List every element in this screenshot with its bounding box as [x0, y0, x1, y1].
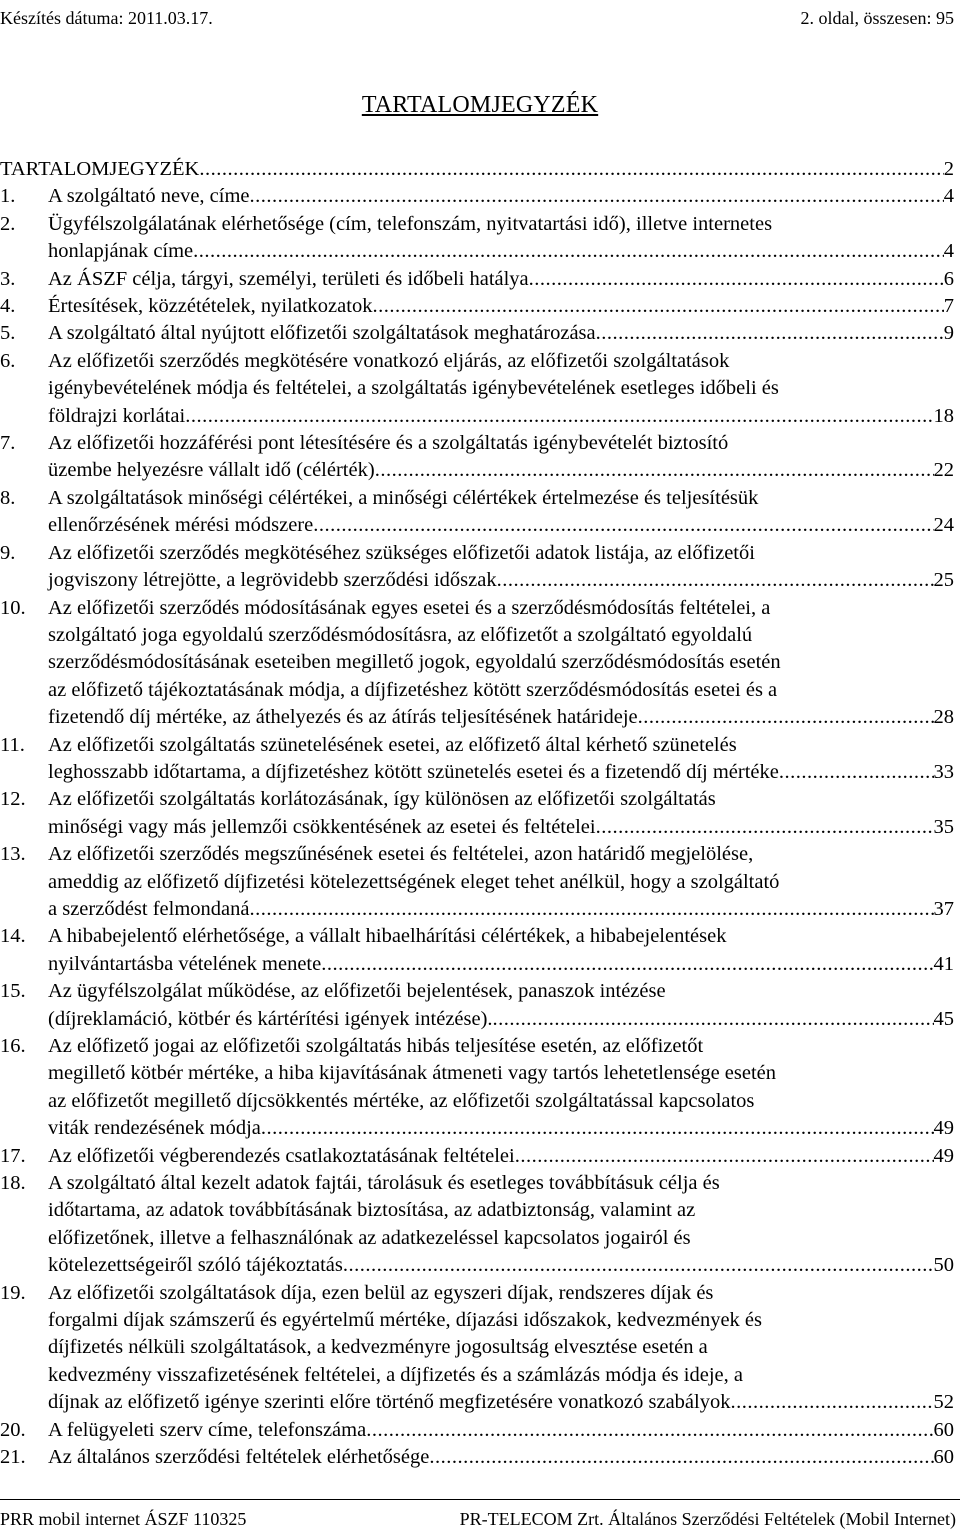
toc-entry-text: ellenőrzésének mérési módszere — [48, 514, 314, 537]
toc-entry-number: 8. — [0, 486, 16, 509]
dot-leader — [343, 1252, 934, 1279]
toc-entry-text: (díjreklamáció, kötbér és kártérítési igények intézése). — [48, 1007, 493, 1030]
toc-page-number[interactable]: 33 — [933, 760, 954, 783]
toc-entry-number: 3. — [0, 267, 16, 290]
header-date: Készítés dátuma: 2011.03.17. — [0, 8, 213, 28]
dot-leader — [250, 896, 934, 923]
dot-leader — [250, 183, 944, 210]
toc-entry-text: jogviszony létrejötte, a legrövidebb szerződési időszak — [48, 569, 497, 592]
toc-entry[interactable] — [0, 1143, 954, 1170]
toc-page-number[interactable]: 24 — [933, 514, 954, 537]
dot-leader — [529, 266, 944, 293]
dot-leader — [372, 293, 943, 320]
toc-entry-text: Ügyfélszolgálatának elérhetősége (cím, telefonszám, nyitvatartási idő), illetve internetes — [48, 212, 773, 235]
toc-entry-number: 15. — [0, 980, 26, 1003]
toc-entry-text: Az előfizetői szerződés megszűnésének esetei és feltételei, azon határidő megjelölése, — [48, 843, 754, 866]
toc-entry[interactable] — [0, 485, 954, 540]
toc-entry-text: igénybevételének módja és feltételei, a szolgáltatás igénybevételének esetleges időbeli és — [48, 377, 779, 400]
toc-entry-text: az előfizető tájékoztatásának módja, a díjfizetéshez kötött szerződésmódosítás esetei és a — [48, 678, 778, 701]
toc-entry-text: Az előfizetői végberendezés csatlakoztatásának feltételei — [48, 1144, 515, 1167]
dot-leader — [185, 403, 933, 430]
toc-entry-text: földrajzi korlátai — [48, 404, 186, 427]
toc-page-number[interactable]: 2 — [943, 158, 954, 180]
toc-page-number[interactable]: 60 — [933, 1446, 954, 1469]
toc-entry[interactable] — [0, 320, 954, 347]
toc-page-number[interactable]: 7 — [943, 295, 954, 318]
toc-page-number[interactable]: 18 — [933, 404, 954, 427]
toc-entry-text: szolgáltató joga egyoldalú szerződésmódosításra, az előfizetőt a szolgáltató egyoldalú — [48, 623, 753, 646]
toc-entry-number: 5. — [0, 322, 16, 345]
toc-entry-text: Az előfizető jogai az előfizetői szolgáltatás hibás teljesítése esetén, az előfizetőt — [48, 1035, 704, 1057]
dot-leader — [638, 704, 934, 731]
toc-entry-text: minőségi vagy más jellemzői csökkentésének az esetei és feltételei — [48, 815, 596, 838]
dot-leader — [375, 457, 934, 484]
dot-leader — [199, 156, 943, 183]
dot-leader — [515, 1143, 934, 1170]
toc-entry[interactable] — [0, 540, 954, 595]
toc-entry-number: 16. — [0, 1035, 26, 1057]
toc-page-number[interactable]: 52 — [933, 1391, 954, 1414]
toc-entry-text: A hibabejelentő elérhetősége, a vállalt hibaelhárítási célértékek, a hibabejelentések — [48, 925, 727, 948]
toc-entry-text: megillető kötbér mértéke, a hiba kijavításának átmeneti vagy tartós lehetetlensége esetén — [48, 1062, 777, 1085]
dot-leader — [596, 814, 934, 841]
toc-page-number[interactable]: 4 — [943, 240, 954, 263]
toc-entry-number: 1. — [0, 185, 16, 208]
dot-leader — [193, 238, 944, 265]
toc-entry-text: Az előfizetői szerződés módosításának egyes esetei és a szerződésmódosítás feltételei, a — [48, 596, 771, 619]
toc-entry-text: Az előfizetői szolgáltatások díja, ezen belül az egyszeri díjak, rendszeres díjak és — [48, 1281, 714, 1304]
toc-entry-text: Az ÁSZF célja, tárgyi, személyi, területi és időbeli hatálya — [48, 267, 529, 290]
toc-entry-text: üzembe helyezésre vállalt idő (célérték) — [48, 459, 375, 482]
dot-leader — [779, 759, 934, 786]
toc-entry[interactable] — [0, 348, 954, 430]
toc-entry-text: A szolgáltató által nyújtott előfizetői szolgáltatások meghatározása — [48, 322, 596, 345]
toc-entry[interactable] — [0, 841, 954, 923]
toc-page-number[interactable]: 45 — [933, 1007, 954, 1030]
dot-leader — [596, 320, 944, 347]
dot-leader — [321, 951, 933, 978]
toc-page-number[interactable]: 49 — [933, 1117, 954, 1140]
toc-page-number[interactable]: 35 — [933, 815, 954, 838]
dot-leader — [429, 1444, 933, 1471]
toc-entry[interactable] — [0, 1417, 954, 1444]
toc-entry-text: Az előfizetői hozzáférési pont létesítésére és a szolgáltatás igénybevételét biztosító — [48, 432, 729, 455]
toc-entry-text: díjnak az előfizető igénye szerinti előre történő megfizetésére vonatkozó szabályok — [48, 1391, 731, 1414]
toc-entry-text: Az előfizetői szerződés megkötéséhez szükséges előfizetői adatok listája, az előfizetői — [48, 541, 755, 564]
toc-page-number[interactable]: 41 — [933, 952, 954, 975]
toc-entry[interactable] — [0, 430, 954, 485]
toc-entry[interactable] — [0, 1033, 954, 1143]
toc-entry-number: 21. — [0, 1446, 26, 1469]
toc-entry-number: 17. — [0, 1144, 26, 1167]
toc-entry-text: az előfizetőt megillető díjcsökkentés mértéke, az előfizetői szolgáltatással kapcsolatos — [48, 1089, 755, 1112]
toc-entry-text: A felügyeleti szerv címe, telefonszáma — [48, 1418, 367, 1441]
toc-entry-number: 2. — [0, 212, 16, 235]
toc-entry-number: 4. — [0, 295, 16, 318]
toc-entry[interactable] — [0, 1170, 954, 1280]
toc-entry-text: Az előfizetői szerződés megkötésére vonatkozó eljárás, az előfizetői szolgáltatások — [48, 349, 730, 372]
toc-page-number[interactable]: 60 — [933, 1418, 954, 1441]
toc-entry[interactable] — [0, 293, 954, 320]
toc-entry[interactable] — [0, 732, 954, 787]
toc-page-number[interactable]: 49 — [933, 1144, 954, 1167]
toc-entry[interactable] — [0, 266, 954, 293]
toc-entry-text: nyilvántartásba vételének menete — [48, 952, 322, 975]
toc-page-number[interactable]: 28 — [933, 706, 954, 729]
toc-entry-number: 6. — [0, 349, 16, 372]
toc-entry-text: díjfizetés nélküli szolgáltatások, a kedvezményre jogosultság elvesztése esetén a — [48, 1336, 708, 1359]
toc-page-number[interactable]: 37 — [933, 897, 954, 920]
toc-entry-number: 20. — [0, 1418, 26, 1441]
toc-entry[interactable] — [0, 183, 954, 210]
toc-entry[interactable] — [0, 595, 954, 732]
toc-entry-text: Az ügyfélszolgálat működése, az előfizetői bejelentések, panaszok intézése — [48, 980, 666, 1003]
toc-page-number[interactable]: 9 — [943, 322, 954, 345]
toc-entry[interactable] — [0, 1280, 954, 1417]
toc-page-number[interactable]: 4 — [943, 185, 954, 208]
toc-entry-text: előfizetőnek, illetve a felhasználónak az adatkezeléssel kapcsolatos jogairól és — [48, 1226, 691, 1249]
footer-doc-id: PRR mobil internet ÁSZF 110325 — [0, 1509, 247, 1529]
dot-leader — [366, 1417, 933, 1444]
dot-leader — [730, 1389, 933, 1416]
toc-entry-text: ameddig az előfizető díjfizetési kötelezettségének eleget tehet anélkül, hogy a szolgáltató — [48, 870, 780, 893]
toc-entry-text: viták rendezésének módja — [48, 1117, 261, 1140]
toc-entry-text: A szolgáltató neve, címe — [48, 185, 250, 208]
toc-entry-text: a szerződést felmondaná — [48, 897, 250, 920]
toc-page-number[interactable]: 6 — [943, 267, 954, 290]
toc-entry-number: 10. — [0, 596, 26, 619]
toc-entry-text: honlapjának címe — [48, 240, 194, 263]
toc-entry-text: A szolgáltató által kezelt adatok fajtái, tárolásuk és esetleges továbbításuk célja és — [48, 1172, 720, 1195]
table-of-contents — [0, 156, 954, 1472]
toc-entry-text: A szolgáltatások minőségi célértékei, a minőségi célértékek értelmezése és teljesítésük — [48, 486, 759, 509]
toc-page-number[interactable]: 50 — [933, 1254, 954, 1277]
dot-leader — [493, 1006, 934, 1033]
toc-entry-number: 19. — [0, 1281, 26, 1304]
toc-entry-number: 9. — [0, 541, 16, 564]
dot-leader — [313, 512, 933, 539]
toc-entry[interactable] — [0, 786, 954, 841]
toc-entry-text: leghosszabb időtartama, a díjfizetéshez kötött szünetelés esetei és a fizetendő díj mértéke — [48, 760, 779, 783]
toc-entry-text: forgalmi díjak számszerű és egyértelmű mértéke, díjazási időszakok, kedvezmények és — [48, 1309, 763, 1332]
toc-entry-text: fizetendő díj mértéke, az áthelyezés és az átírás teljesítésének határideje — [48, 706, 638, 729]
toc-entry-number: 12. — [0, 788, 26, 811]
footer-doc-title: PR-TELECOM Zrt. Általános Szerződési Feltételek (Mobil Internet) — [459, 1509, 956, 1529]
toc-entry[interactable] — [0, 923, 954, 978]
toc-entry-text: időtartama, az adatok továbbításának biztosítása, az adatbiztonság, valamint az — [48, 1199, 696, 1222]
toc-entry-text: Értesítések, közzétételek, nyilatkozatok — [48, 295, 373, 318]
toc-entry[interactable] — [0, 978, 954, 1033]
toc-entry-number: 18. — [0, 1172, 26, 1195]
toc-entry-text: TARTALOMJEGYZÉK — [0, 158, 200, 180]
dot-leader — [261, 1115, 934, 1142]
toc-entry-number: 14. — [0, 925, 26, 948]
footer-divider — [0, 1499, 960, 1500]
header-page-info: 2. oldal, összesen: 95 — [800, 8, 954, 28]
toc-entry[interactable] — [0, 211, 954, 266]
toc-entry-text: Az általános szerződési feltételek elérhetősége — [48, 1446, 430, 1469]
toc-entry-text: kötelezettségeiről szóló tájékoztatás — [48, 1254, 343, 1277]
toc-entry-text: szerződésmódosításának eseteiben megillető jogok, egyoldalú szerződésmódosítás esetén — [48, 651, 781, 674]
dot-leader — [497, 567, 934, 594]
toc-entry[interactable] — [0, 156, 954, 183]
toc-entry-number: 11. — [0, 733, 25, 756]
toc-entry[interactable] — [0, 1444, 954, 1471]
toc-page-number[interactable]: 22 — [933, 459, 954, 482]
toc-entry-number: 7. — [0, 432, 16, 455]
toc-entry-text: Az előfizetői szolgáltatás szünetelésének esetei, az előfizető által kérhető szünetelés — [48, 733, 737, 756]
page-title: TARTALOMJEGYZÉK — [361, 92, 599, 118]
toc-entry-text: Az előfizetői szolgáltatás korlátozásának, így különösen az előfizetői szolgáltatás — [48, 788, 716, 811]
toc-entry-text: kedvezmény visszafizetésének feltételei, a díjfizetés és a számlázás módja és ideje, a — [48, 1363, 743, 1386]
toc-page-number[interactable]: 25 — [933, 569, 954, 592]
toc-entry-number: 13. — [0, 843, 26, 866]
